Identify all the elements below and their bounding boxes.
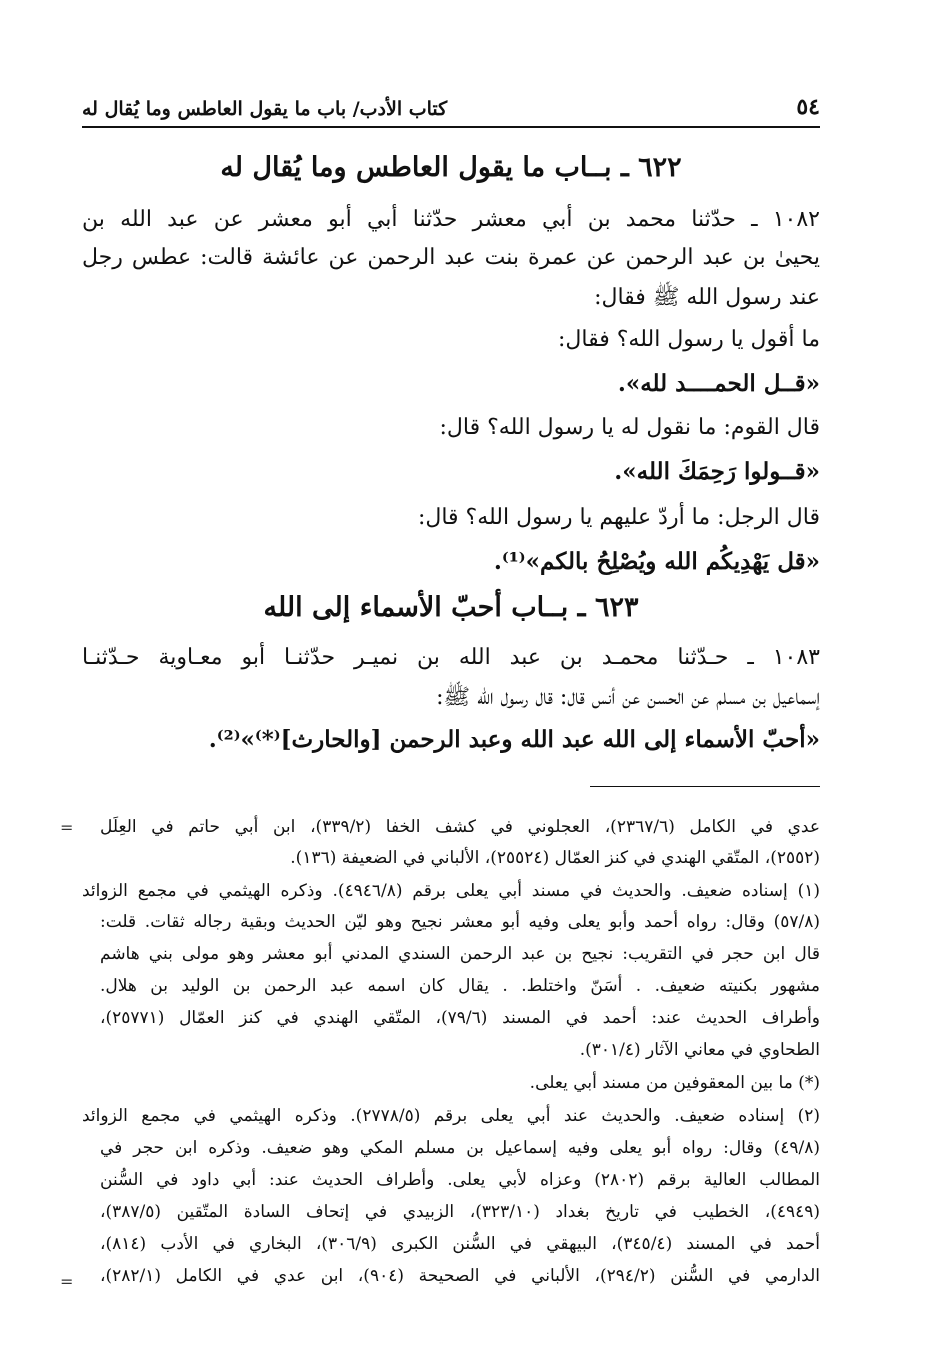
hadith-1082-line-6: قال القوم: ما نقول له يا رسول الله؟ قال: <box>439 415 820 440</box>
footnote-divider <box>590 786 820 787</box>
hadith-1083-line-2: إسماعيل بن مسلم عن الحسن عن أنس قال: قال رسول الله ﷺ: <box>436 685 820 710</box>
footnote-1-line-1: (١) إسناده ضعيف. والحديث في مسند أبي يعلى برقم (٤٩٤٦/٨). وذكره الهيثمي في مجمع الزوائد <box>82 881 820 901</box>
hadith-1082-line-8: قال الرجل: ما أردّ عليهم يا رسول الله؟ قال: <box>417 505 820 530</box>
hadith-1082-prophet-reply-3: «قل يَهْدِيكُم الله ويُصْلِحُ بالكم»⁽¹⁾. <box>493 548 820 575</box>
footnote-2-line-1: (٢) إسناده ضعيف. والحديث عند أبي يعلى برقم (٢٧٧٨/٥). وذكره الهيثمي في مجمع الزوائد <box>82 1106 820 1126</box>
footnote-continuation-line-1: عدي في الكامل (٢٣٦٧/٦)، العجلوني في كشف الخفا (٣٣٩/٢)، ابن أبي حاتم في العِلَل <box>100 817 820 837</box>
footnote-1-line-2: (٥٧/٨) وقال: رواه أحمد وأبو يعلى وفيه أبو معشر نجيح وهو ليّن الحديث وبقية رجاله ثقات. قلت: <box>100 912 820 932</box>
running-title: كتاب الأدب/ باب ما يقول العاطس وما يُقال له <box>82 98 448 120</box>
hadith-1082-line-3: عند رسول الله ﷺ فقال: <box>594 285 820 310</box>
footnote-continuation-line-2: (٢٥٥٢)، المتّقي الهندي في كنز العمّال (٢٥٥٢٤)، الألباني في الضعيفة (١٣٦). <box>290 848 820 868</box>
footnote-2-line-2: (٤٩/٨) وقال: رواه أبو يعلى وفيه إسماعيل بن مسلم المكي وهو ضعيف. وذكره ابن حجر في <box>100 1138 820 1158</box>
footnote-1-line-5: وأطراف الحديث عند: أحمد في المسند (٧٩/٦)، المتّقي الهندي في كنز العمّال (٢٥٧٧١)، <box>100 1008 821 1028</box>
page-header <box>82 88 820 120</box>
footnote-2-line-4: (٤٩٤٩)، الخطيب في تاريخ بغداد (٣٢٣/١٠)، الزبيدي في إتحاف السادة المتّقين (٣٨٧/٥)، <box>100 1202 820 1222</box>
hadith-1083-line-1: ١٠٨٣ ـ حـدّثنا محمـد بن عبد الله بن نميـر حدّثنـا أبو معـاوية حـدّثنـا <box>82 645 820 670</box>
footnote-star: (*) ما بين المعقوفين من مسند أبي يعلى. <box>529 1073 820 1093</box>
hadith-1082-prophet-reply-2: «قــولوا رَحِمَكَ الله». <box>614 458 820 485</box>
page-number: ٥٤ <box>796 94 820 120</box>
footnote-2-line-3: المطالب العالية برقم (٢٨٠٢) وعزاه لأبي يعلى. وأطراف الحديث عند: أبي داود في السُّنن <box>100 1170 820 1190</box>
chapter-title-622: ٦٢٢ ـ بــاب ما يقول العاطس وما يُقال له <box>220 152 682 183</box>
chapter-title-623: ٦٢٣ ـ بــاب أحبّ الأسماء إلى الله <box>263 592 639 623</box>
continuation-mark-bottom: = <box>60 1272 74 1291</box>
footnote-2-line-5: أحمد في المسند (٣٤٥/٤)، البيهقي في السُّنن الكبرى (٣٠٦/٩)، البخاري في الأدب (٨١٤)، <box>100 1234 820 1254</box>
continuation-mark-top: = <box>60 818 74 837</box>
header-divider <box>82 126 820 128</box>
hadith-1082-line-1: ١٠٨٢ ـ حدّثنا محمد بن أبي معشر حدّثنا أبي أبو معشر عن عبد الله بن <box>82 207 820 232</box>
hadith-1082-prophet-reply-1: «قــل الحمــــد لله». <box>617 370 820 397</box>
hadith-1082-line-4: ما أقول يا رسول الله؟ فقال: <box>558 327 820 352</box>
footnote-1-line-6: الطحاوي في معاني الآثار (٣٠١/٤). <box>579 1040 820 1060</box>
hadith-1083-prophet-saying: «أحبّ الأسماء إلى الله عبد الله وعبد الرحمن [والحارث]⁽*⁾»⁽²⁾. <box>208 726 820 753</box>
footnote-1-line-3: قال ابن حجر في التقريب: نجيح بن عبد الرحمن السندي المدني أبو معشر وهو مولى بني هاشم <box>100 944 820 964</box>
hadith-1082-line-2: يحيىٰ بن عبد الرحمن عن عمرة بنت عبد الرحمن عن عائشة قالت: عطس رجل <box>82 245 820 270</box>
footnote-2-line-6: الدارمي في السُّنن (٢٩٤/٢)، الألباني في الصحيحة (٩٠٤)، ابن عدي في الكامل (٢٨٢/١)، <box>100 1266 820 1286</box>
footnote-1-line-4: مشهور بكنيته ضعيف. . أسَنّ واختلط. . يقال كان اسمه عبد الرحمن بن الوليد بن هلال. <box>100 976 820 996</box>
